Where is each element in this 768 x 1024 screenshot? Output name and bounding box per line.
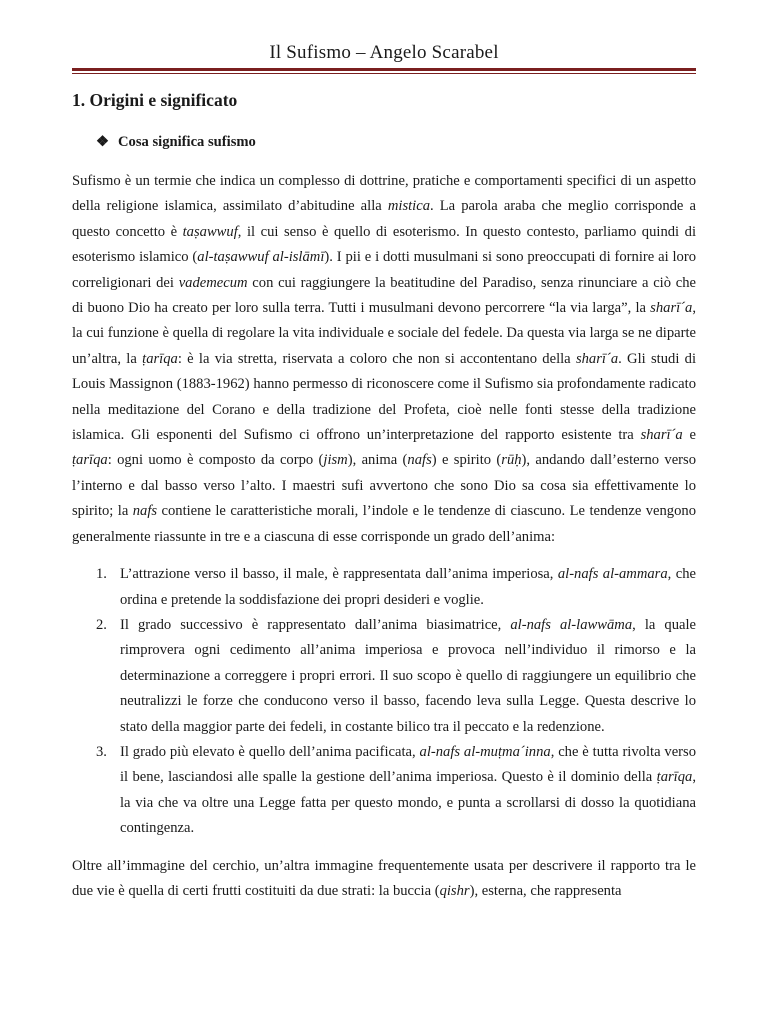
subheading-text: Cosa significa sufismo (118, 134, 256, 150)
header-rule-thin (72, 73, 696, 74)
closing-paragraph: Oltre all’immagine del cerchio, un’altra immagine frequentemente usata per descrivere il rapporto tra le due vie è quella di certi frutti costituiti da due strati: la buccia (qishr), esterna, che rappresenta (72, 857, 696, 899)
list-item: 3. Il grado più elevato è quello dell’anima pacificata, al-nafs al-muṭma´inna, che è tutta rivolta verso il bene, lasciandosi alle spalle la gestione dell’anima imperiosa. Questo è il dominio della ṭarīqa, la via che va oltre una Legge fatta per questo mondo, e punta a scrollarsi di dosso la quotidiana contingenza. (72, 740, 696, 842)
list-item: 1. L’attrazione verso il basso, il male, è rappresentata dall’anima imperiosa, al-nafs al-ammara, che ordina e pretende la soddisfazione dei propri desideri e voglie. (72, 562, 696, 613)
intro-paragraph: Sufismo è un termie che indica un complesso di dottrine, pratiche e comportamenti specifici di un aspetto della religione islamica, assimilato d’abitudine alla mistica. La parola araba che meglio corrisponde a questo concetto è taṣawwuf, il cui senso è quello di esoterismo. In questo contesto, parliamo quindi di esoterismo islamico (al-taṣawwuf al-islāmī). I pii e i dotti musulmani si sono preoccupati di fornire ai loro correligionari dei vademecum con cui raggiungere la beatitudine del Paradiso, senza rinunciare a ciò che di buono Dio ha creato per loro sulla terra. Tutti i musulmani devono percorrere “la via larga”, la sharī´a, la cui funzione è quella di regolare la vita individuale e sociale del fedele. Da questa via larga se ne diparte un’altra, la ṭarīqa: è la via stretta, riservata a coloro che non si accontentano della sharī´a. Gli studi di Louis Massignon (1883-1962) hanno permesso di riconoscere come il Sufismo sia profondamente radicato nella meditazione del Corano e della tradizione del Profeta, cioè nelle fonti stesse della tradizione islamica. Gli esponenti del Sufismo ci offrono un’interpretazione del rapporto esistente tra sharī´a e ṭarīqa: ogni uomo è composto da corpo (jism), anima (nafs) e spirito (rūḥ), andando dall’esterno verso l’interno e dal basso verso l’alto. I maestri sufi avvertono che sono Dio sa cosa sia effettivamente lo spirito; la nafs contiene le caratteristiche morali, l’indole e le tendenze di ciascuno. Le tendenze vengono generalmente riassunte in tre e a ciascuna di esse corrisponde un grado dell’anima: (72, 173, 697, 545)
header-rule-thick (72, 68, 696, 71)
soul-grades-list (72, 562, 696, 841)
running-header-title: Il Sufismo – Angelo Scarabel (269, 42, 499, 63)
list-item-number: 2. (96, 616, 107, 633)
list-item: 2. Il grado successivo è rappresentato dall’anima biasimatrice, al-nafs al-lawwāma, la quale rimprovera ogni cedimento all’anima imperiosa e provoca nell’individuo il rimorso e la determinazione a correggere i propri errori. Il suo scopo è quello di raggiungere un equilibrio che neutralizzi le forze che conducono verso il basso, facendo leva sulla Legge. Questa descrive lo stato della maggior parte dei fedeli, in costante bilico tra il peccato e la redenzione. (72, 613, 696, 740)
list-item-number: 1. (96, 566, 107, 583)
page-content (72, 88, 696, 904)
diamond-bullet-icon: ❖ (96, 134, 110, 150)
list-item-number: 3. (96, 743, 107, 760)
section-heading: 1. Origini e significato (72, 90, 238, 110)
subheading (96, 131, 696, 153)
